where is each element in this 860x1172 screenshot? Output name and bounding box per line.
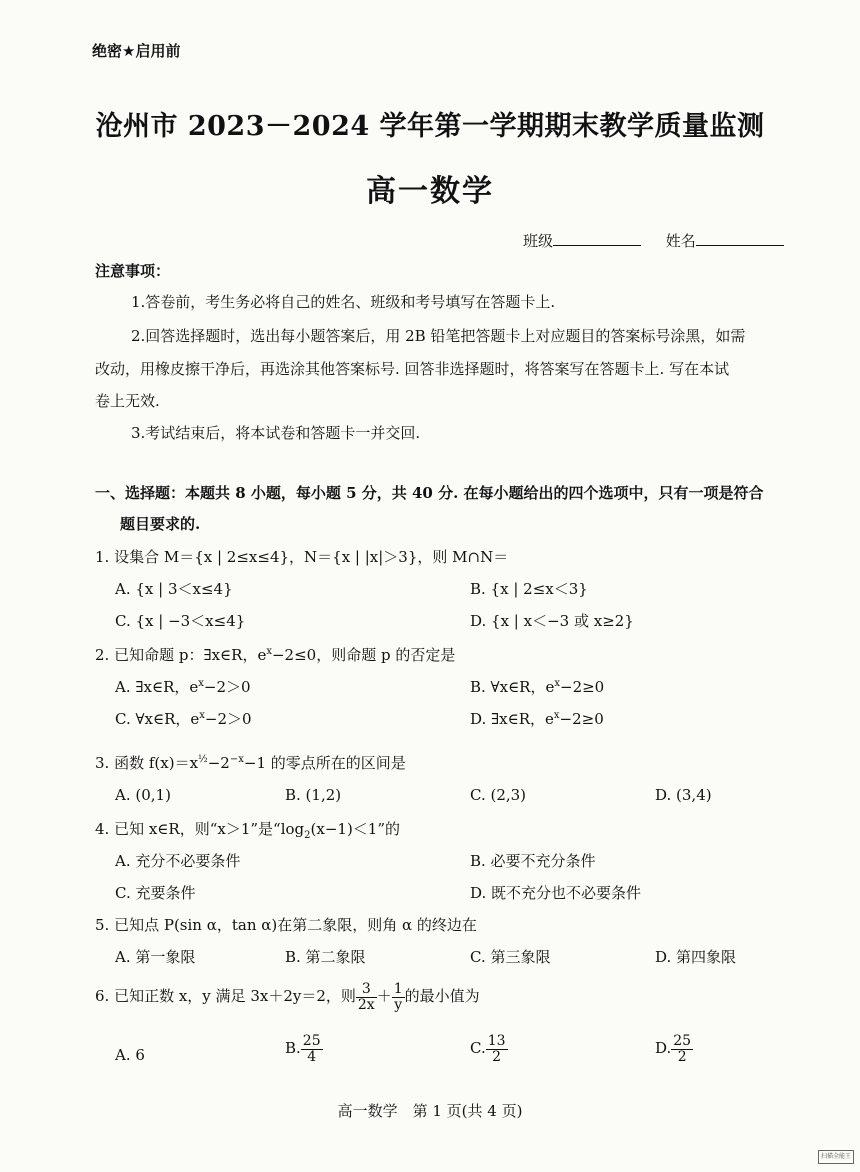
q2-option-c: C. ∀x∈R，$e^x-2>0$ bbox=[115, 710, 252, 728]
class-label: 班级 bbox=[523, 232, 554, 250]
page-footer: 高一数学 第 1 页(共 4 页) bbox=[337, 1102, 523, 1120]
subject-title: 高一数学 bbox=[366, 174, 494, 209]
q6-option-d: D. $\frac{25}{2}$ bbox=[655, 1033, 692, 1065]
q3-option-b: B. (1,2) bbox=[285, 786, 342, 804]
q1-option-b: B. {x | 2≤x＜3} bbox=[470, 580, 588, 598]
q3-option-a: A. (0,1) bbox=[115, 786, 171, 804]
q1-option-a: A. {x | 3＜x≤4} bbox=[115, 580, 233, 598]
q1-option-d: D. {x | x＜−3 或 x≥2} bbox=[470, 612, 634, 630]
name-label: 姓名 bbox=[665, 232, 696, 250]
q4-option-a: A. 充分不必要条件 bbox=[115, 852, 241, 870]
confidential-label: 绝密★启用前 bbox=[92, 42, 181, 60]
name-blank[interactable] bbox=[696, 231, 784, 246]
fraction: $\frac{1}{y}$ bbox=[393, 981, 403, 1013]
notice-item: 卷上无效. bbox=[95, 392, 160, 410]
q2-option-d: D. ∃x∈R，$e^x-2\ge 0$ bbox=[470, 710, 604, 728]
notice-item: 1.答卷前，考生务必将自己的姓名、班级和考号填写在答题卡上. bbox=[131, 293, 556, 311]
fraction: $\frac{3}{2x}$ bbox=[357, 981, 375, 1013]
question-6-stem: 6. 已知正数 x，y 满足 3x＋2y＝2，则 $\frac{3}{2x}$ ＋ $\frac{1}{y}$ 的最小值为 bbox=[95, 981, 480, 1013]
q6-option-b: B. $\frac{25}{4}$ bbox=[285, 1033, 321, 1065]
scanner-watermark: 扫描全能王 bbox=[818, 1150, 854, 1164]
q4-option-c: C. 充要条件 bbox=[115, 884, 196, 902]
q2-option-b: B. ∀x∈R，$e^x-2\ge 0$ bbox=[470, 678, 605, 696]
notice-item: 2.回答选择题时，选出每小题答案后，用 2B 铅笔把答题卡上对应题目的答案标号涂黑，如需 bbox=[131, 327, 746, 345]
q3-option-d: D. (3,4) bbox=[655, 786, 712, 804]
q4-option-d: D. 既不充分也不必要条件 bbox=[470, 884, 642, 902]
section-heading-cont: 题目要求的. bbox=[120, 515, 201, 533]
q2-option-a: A. ∃x∈R，$e^x-2>0$ bbox=[115, 678, 251, 696]
q4-option-b: B. 必要不充分条件 bbox=[470, 852, 596, 870]
question-2-stem: 2. 已知命题 p：∃x∈R，$e^x-2\le 0$，则命题 p 的否定是 bbox=[95, 646, 456, 664]
class-blank[interactable] bbox=[553, 231, 641, 246]
question-3-stem: 3. 函数 $f(x)=x^{\frac{1}{2}}-2^{-x}-1$ 的零点所在的区间是 bbox=[95, 754, 406, 772]
section-heading: 一、选择题：本题共 8 小题，每小题 5 分，共 40 分. 在每小题给出的四个选项中，只有一项是符合 bbox=[95, 484, 764, 502]
question-4-stem: 4. 已知 x∈R，则“x＞1”是“$\log_2(x-1)<1$”的 bbox=[95, 820, 401, 841]
q5-option-a: A. 第一象限 bbox=[115, 948, 196, 966]
q5-option-c: C. 第三象限 bbox=[470, 948, 551, 966]
exam-title: 沧州市 2023－2024 学年第一学期期末教学质量监测 bbox=[95, 111, 765, 142]
q5-option-b: B. 第二象限 bbox=[285, 948, 366, 966]
student-fields bbox=[523, 230, 784, 251]
question-5-stem: 5. 已知点 P(sin α，tan α)在第二象限，则角 α 的终边在 bbox=[95, 916, 477, 934]
q6-option-c: C. $\frac{13}{2}$ bbox=[470, 1033, 506, 1065]
q6-option-a: A. 6 bbox=[115, 1046, 145, 1064]
question-1-stem: 1. 设集合 M＝{x | 2≤x≤4}，N＝{x | |x|＞3}，则 M∩N＝ bbox=[95, 548, 509, 566]
q3-option-c: C. (2,3) bbox=[470, 786, 527, 804]
notice-item: 3.考试结束后，将本试卷和答题卡一并交回. bbox=[131, 424, 421, 442]
q5-option-d: D. 第四象限 bbox=[655, 948, 737, 966]
notice-item: 改动，用橡皮擦干净后，再选涂其他答案标号. 回答非选择题时，将答案写在答题卡上. 写在本试 bbox=[95, 360, 730, 378]
notice-heading: 注意事项： bbox=[95, 262, 171, 280]
q1-option-c: C. {x | −3＜x≤4} bbox=[115, 612, 246, 630]
